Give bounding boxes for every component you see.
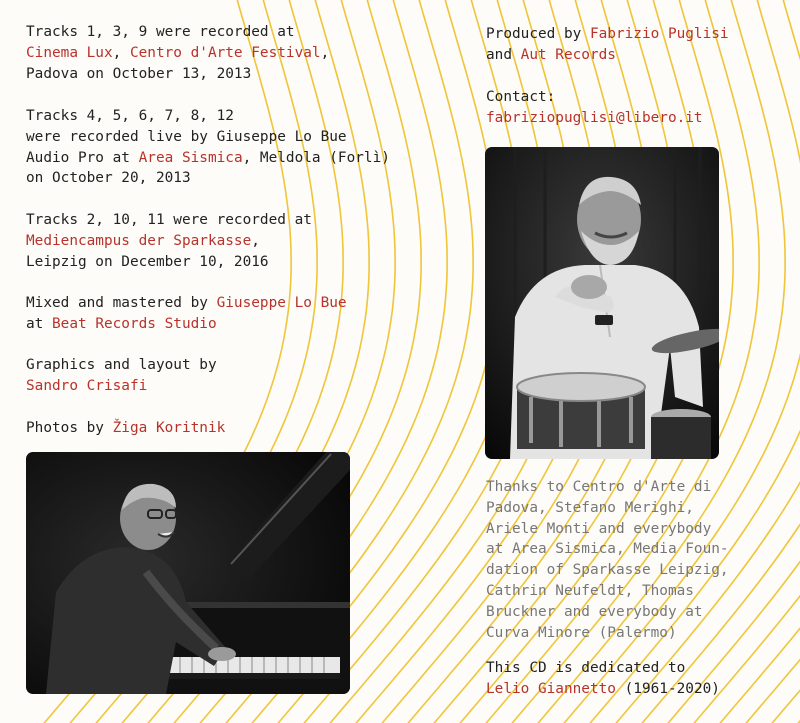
credit-line: Produced by	[486, 26, 590, 42]
thanks-line: Thanks to Centro d'Arte di	[486, 479, 712, 495]
graphics-credits	[26, 355, 217, 397]
producer-name: Fabrizio Puglisi	[589, 26, 729, 42]
credit-line: were recorded live by Giuseppe Lo Bue	[26, 128, 347, 145]
wave-line	[766, 0, 800, 723]
separator: ,	[251, 232, 260, 249]
recording-credits-leipzig	[26, 210, 312, 272]
recording-credits-area-sismica	[26, 106, 390, 189]
dedication	[486, 658, 720, 700]
thanks-line: dation of Sparkasse Leipzig,	[486, 562, 729, 579]
credit-line: Tracks 4, 5, 6, 7, 8, 12	[26, 108, 234, 124]
credit-line: Leipzig on December 10, 2016	[26, 253, 269, 270]
dedicatee-name: Lelio Giannetto	[486, 680, 616, 697]
photographer-name: Žiga Koritnik	[112, 420, 226, 436]
thanks-line: at Area Sismica, Media Foun-	[486, 541, 729, 558]
studio-name: Beat Records Studio	[52, 315, 217, 332]
contact-block	[486, 87, 703, 129]
credit-line: Tracks 1, 3, 9 were recorded at	[26, 24, 295, 40]
dedication-years: (1961-2020)	[615, 680, 720, 697]
contact-email-link[interactable]: fabriziopuglisi@libero.it	[486, 109, 703, 126]
photo-credits	[26, 418, 225, 439]
thanks-line: Padova, Stefano Merighi,	[486, 499, 694, 516]
venue-cinema-lux: Cinema Lux	[26, 44, 113, 61]
mixing-credits	[26, 293, 347, 335]
wave-line	[740, 0, 800, 723]
drummer-photo	[485, 147, 719, 459]
credit-line: Tracks 2, 10, 11 were recorded at	[26, 212, 312, 228]
thanks-line: Ariele Monti and everybody	[486, 520, 712, 537]
contact-label: Contact:	[486, 89, 556, 105]
designer-name: Sandro Crisafi	[26, 377, 148, 394]
credit-line: Photos by	[26, 420, 113, 436]
label-name: Aut Records	[520, 46, 616, 63]
credit-line: Graphics and layout by	[26, 357, 217, 373]
thanks-line: Bruckner and everybody at	[486, 603, 703, 620]
credit-line: Mixed and mastered by	[26, 295, 217, 311]
thanks-line: Cathrin Neufeldt, Thomas	[486, 582, 694, 599]
thanks-paragraph	[486, 477, 729, 643]
venue-area-sismica: Area Sismica	[138, 149, 243, 166]
separator: ,	[112, 44, 130, 61]
thanks-line: Curva Minore (Palermo)	[486, 624, 677, 641]
credit-line: Audio Pro at	[26, 149, 139, 166]
credit-line: at	[26, 315, 52, 332]
credit-line: , Meldola (Forlì)	[242, 149, 390, 166]
separator: ,	[320, 44, 330, 61]
venue-centro-arte: Centro d'Arte Festival	[129, 44, 321, 61]
dedication-line: This CD is dedicated to	[486, 660, 686, 676]
venue-mediencampus: Mediencampus der Sparkasse	[26, 232, 252, 249]
producer-credits	[486, 24, 729, 66]
credit-line: Padova on October 13, 2013	[26, 65, 252, 82]
engineer-name: Giuseppe Lo Bue	[216, 295, 347, 311]
credit-line: on October 20, 2013	[26, 170, 191, 187]
pianist-photo	[26, 452, 350, 694]
recording-credits-cinema-lux	[26, 22, 329, 84]
credit-line: and	[486, 46, 521, 63]
